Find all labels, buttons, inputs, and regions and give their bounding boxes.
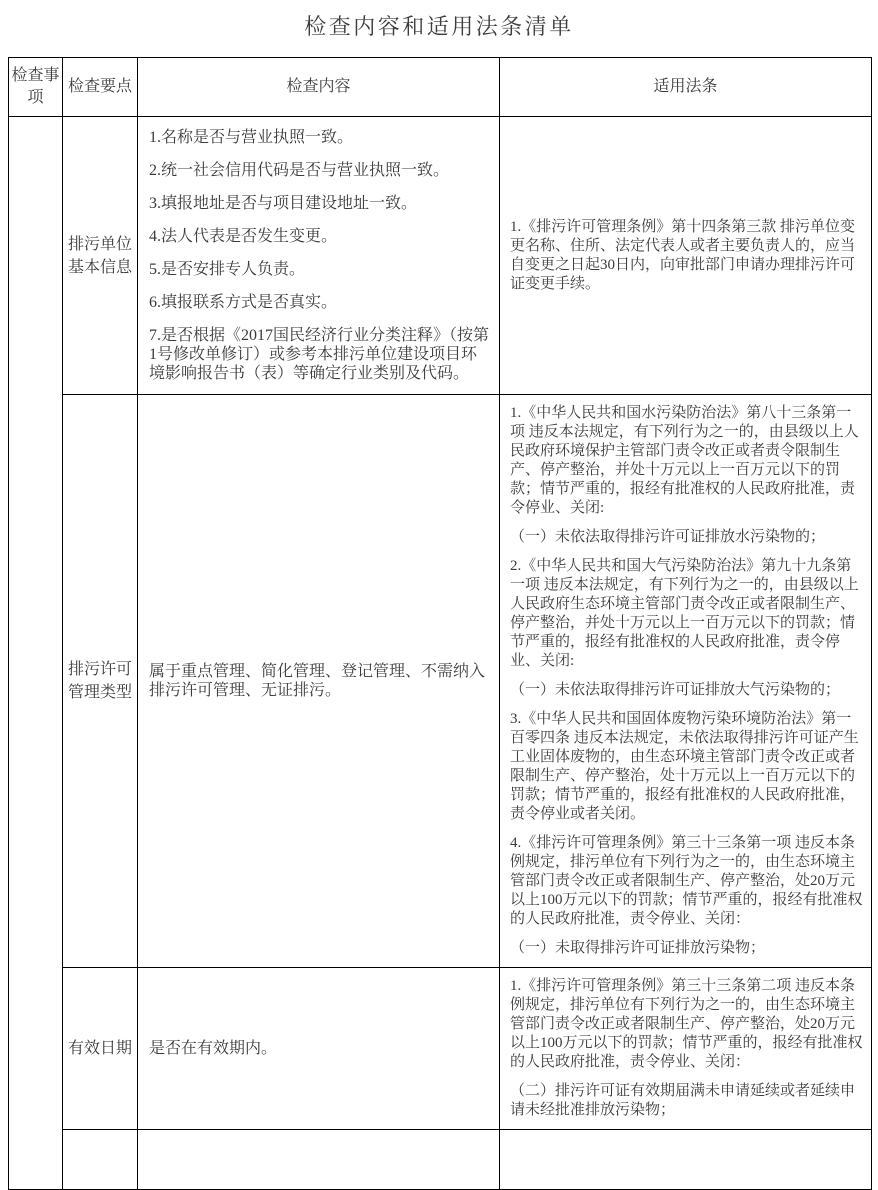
table-header-row: [9, 58, 872, 117]
inspection-table: [8, 57, 872, 1190]
law-cell: [500, 395, 872, 968]
law-cell: [500, 117, 872, 395]
content-cell: [138, 968, 500, 1130]
header-content: 检查内容: [138, 58, 500, 117]
content-cell: [138, 395, 500, 968]
law-paragraph: 4.《排污许可管理条例》第三十三条第一项 违反本条例规定，排污单位有下列行为之一的，由生态环境主管部门责令改正或者限制生产、停产整治，处20万元以上100万元以下的罚款；情节严重的，报经有批准权的人民政府批准，责令停业、关闭：: [510, 835, 863, 927]
content-paragraph: 6.填报联系方式是否真实。: [149, 294, 338, 311]
law-paragraph: 2.《中华人民共和国大气污染防治法》第九十九条第一项 违反本法规定，有下列行为之一的，由县级以上人民政府生态环境主管部门责令改正或者限制生产、停产整治，并处十万元以上一百万元以下的罚款；情节严重的，报经有批准权的人民政府批准，责令停业、关闭:: [510, 558, 859, 669]
table-row-valid-date: [9, 968, 872, 1130]
header-point: 检查要点: [63, 58, 138, 117]
point-cell: 排污单位基本信息: [63, 117, 138, 395]
content-paragraph: 2.统一社会信用代码是否与营业执照一致。: [149, 162, 450, 179]
point-cell: 排污许可管理类型: [63, 395, 138, 968]
content-paragraph: 属于重点管理、简化管理、登记管理、不需纳入排污许可管理、无证排污。: [149, 663, 486, 699]
content-paragraph: 是否在有效期内。: [149, 1040, 278, 1057]
law-paragraph: （二）排污许可证有效期届满未申请延续或者延续申请未经批准排放污染物；: [510, 1083, 856, 1118]
content-cell: [138, 1130, 500, 1190]
law-paragraph: 1.《排污许可管理条例》第三十三条第二项 违反本条例规定，排污单位有下列行为之一的，由生态环境主管部门责令改正或者限制生产、停产整治，处20万元以上100万元以下的罚款；情节严重的，报经有批准权的人民政府批准，责令停业、关闭：: [510, 978, 863, 1070]
law-paragraph: 1.《中华人民共和国水污染防治法》第八十三条第一项 违反本法规定，有下列行为之一的，由县级以上人民政府环境保护主管部门责令改正或者责令限制生产、停产整治，并处十万元以上一百万元以下的罚款；情节严重的，报经有批准权的人民政府批准，责令停业、关闭:: [510, 405, 859, 516]
law-paragraph: （一）未依法取得排污许可证排放水污染物的；: [510, 529, 826, 545]
content-cell: [138, 117, 500, 395]
page-title: 检查内容和适用法条清单: [304, 14, 574, 39]
content-paragraph: 4.法人代表是否发生变更。: [149, 228, 338, 245]
header-law: 适用法条: [500, 58, 872, 117]
law-paragraph: 1.《排污许可管理条例》第十四条第三款 排污单位变更名称、住所、法定代表人或者主要负责人的，应当自变更之日起30日内，向审批部门申请办理排污许可证变更手续。: [510, 218, 856, 292]
law-paragraph: （一）未依法取得排污许可证排放大气污染物的；: [510, 682, 841, 698]
table-row-basic-info: [9, 117, 872, 395]
table-row-mgmt-type: [9, 395, 872, 968]
law-cell: [500, 1130, 872, 1190]
law-cell: [500, 968, 872, 1130]
content-paragraph: 1.名称是否与营业执照一致。: [149, 129, 354, 146]
content-paragraph: 7.是否根据《2017国民经济行业分类注释》（按第1号修改单修订）或参考本排污单位建设项目环境影响报告书（表）等确定行业类别及代码。: [149, 327, 490, 382]
table-row-partial: [9, 1130, 872, 1190]
content-paragraph: 3.填报地址是否与项目建设地址一致。: [149, 195, 418, 212]
header-item: 检查事项: [9, 58, 63, 117]
content-paragraph: 5.是否安排专人负责。: [149, 261, 306, 278]
point-cell: [63, 1130, 138, 1190]
item-merged-cell: [9, 117, 63, 1190]
law-paragraph: 3.《中华人民共和国固体废物污染环境防治法》第一百零四条 违反本法规定，未依法取得排污许可证产生工业固体废物的，由生态环境主管部门责令改正或者限制生产、停产整治，处十万元以上一百万元以下的罚款；情节严重的，报经有批准权的人民政府批准，责令停业或者关闭。: [510, 711, 859, 822]
point-cell: 有效日期: [63, 968, 138, 1130]
law-paragraph: （一）未取得排污许可证排放污染物；: [510, 940, 766, 956]
